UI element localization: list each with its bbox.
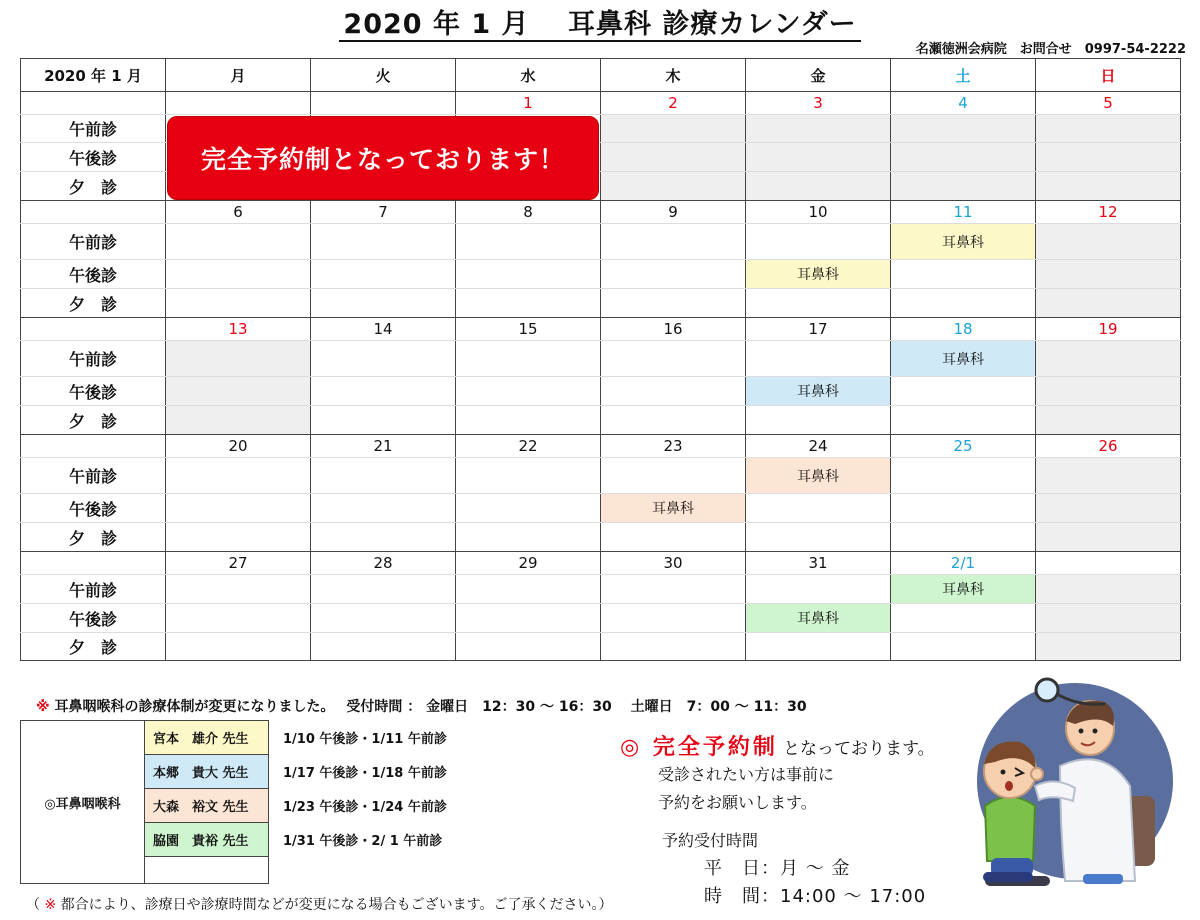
date-cell: 5 bbox=[1036, 92, 1181, 115]
date-cell: 1 bbox=[456, 92, 601, 115]
date-cell: 13 bbox=[166, 318, 311, 341]
week-5-pm bbox=[21, 604, 1181, 633]
date-cell: 15 bbox=[456, 318, 601, 341]
week-2-ev bbox=[21, 289, 1181, 318]
child-ear bbox=[1031, 768, 1043, 780]
footer-text: 都合により、診療日や診療時間などが変更になる場合もございます。ご了承ください。） bbox=[60, 897, 613, 913]
slot-label-evening: 夕 診 bbox=[21, 406, 166, 435]
week-2-pm bbox=[21, 260, 1181, 289]
weekday-fri: 金 bbox=[746, 59, 891, 92]
ent-session-cell: 耳鼻科 bbox=[746, 458, 891, 494]
slot-label-am: 午前診 bbox=[21, 115, 166, 143]
date-cell: 10 bbox=[746, 201, 891, 224]
date-cell: 17 bbox=[746, 318, 891, 341]
week-5-am bbox=[21, 575, 1181, 604]
head-mirror bbox=[1036, 679, 1058, 701]
weekday-wed: 水 bbox=[456, 59, 601, 92]
slot-label-am: 午前診 bbox=[21, 341, 166, 377]
date-cell: 8 bbox=[456, 201, 601, 224]
date-cell: 12 bbox=[1036, 201, 1181, 224]
reservation-hours-title: 予約受付時間 bbox=[662, 831, 759, 850]
week-2-am bbox=[21, 224, 1181, 260]
ent-session-cell: 耳鼻科 bbox=[891, 341, 1036, 377]
slot-label-am: 午前診 bbox=[21, 224, 166, 260]
reservation-only-tail: となっております。 bbox=[782, 739, 935, 759]
doctor-schedule: 1/23 午後診・1/24 午前診 bbox=[283, 800, 447, 815]
doctor-name: 脇園 貴裕 先生 bbox=[145, 823, 269, 857]
doctor-schedule-table bbox=[20, 720, 599, 884]
date-cell bbox=[166, 92, 311, 115]
date-cell: 20 bbox=[166, 435, 311, 458]
slot-label-evening: 夕 診 bbox=[21, 172, 166, 201]
week-1-dates bbox=[21, 92, 1181, 115]
hospital-contact: 名瀬徳洲会病院 お問合せ 0997-54-2222 bbox=[915, 42, 1186, 57]
week-3-am bbox=[21, 341, 1181, 377]
date-cell: 23 bbox=[601, 435, 746, 458]
slot-label-evening: 夕 診 bbox=[21, 523, 166, 552]
date-cell bbox=[311, 92, 456, 115]
date-cell: 30 bbox=[601, 552, 746, 575]
slot-label-evening: 夕 診 bbox=[21, 633, 166, 661]
week-3-ev bbox=[21, 406, 1181, 435]
ent-session-cell: 耳鼻科 bbox=[891, 575, 1036, 604]
week-4-ev bbox=[21, 523, 1181, 552]
reservation-hours-days: 平 日：月 ～ 金 bbox=[704, 858, 851, 879]
date-cell: 28 bbox=[311, 552, 456, 575]
footer-mark: ※ bbox=[44, 897, 57, 913]
page-title: 2020 年 1 月 耳鼻科 診療カレンダー bbox=[0, 2, 1200, 41]
department-label: ◎耳鼻咽喉科 bbox=[21, 721, 145, 884]
reservation-info bbox=[620, 730, 935, 911]
date-cell: 4 bbox=[891, 92, 1036, 115]
week-5-dates bbox=[21, 552, 1181, 575]
doctor-coat bbox=[1060, 759, 1135, 881]
notice-text: 耳鼻咽喉科の診療体制が変更になりました。 受付時間 ： 金曜日 12：30 ～ 16：30 土曜日 7：00 ～ 11：30 bbox=[54, 699, 807, 715]
doctor-schedule: 1/10 午後診・1/11 午前診 bbox=[283, 732, 447, 747]
schedule-change-notice bbox=[36, 696, 807, 716]
date-cell: 7 bbox=[311, 201, 456, 224]
weekday-tue: 火 bbox=[311, 59, 456, 92]
date-cell: 22 bbox=[456, 435, 601, 458]
date-cell: 16 bbox=[601, 318, 746, 341]
date-cell: 21 bbox=[311, 435, 456, 458]
slot-label-pm: 午後診 bbox=[21, 494, 166, 523]
week-5-ev bbox=[21, 633, 1181, 661]
slot-label-am: 午前診 bbox=[21, 575, 166, 604]
slot-label-am: 午前診 bbox=[21, 458, 166, 494]
doctor-examining-child-illustration bbox=[965, 676, 1180, 901]
date-cell: 26 bbox=[1036, 435, 1181, 458]
doctor-schedule: 1/17 午後診・1/18 午前診 bbox=[283, 766, 447, 781]
reservation-note-line: 受診されたい方は事前に bbox=[658, 765, 835, 784]
ent-session-cell: 耳鼻科 bbox=[746, 260, 891, 289]
week-3-pm bbox=[21, 377, 1181, 406]
date-cell: 9 bbox=[601, 201, 746, 224]
doctor-name: 宮本 雄介 先生 bbox=[145, 721, 269, 755]
reservation-only-heading: ◎ 完全予約制 bbox=[620, 735, 778, 760]
week-4-dates bbox=[21, 435, 1181, 458]
doctor-name: 本郷 貴大 先生 bbox=[145, 755, 269, 789]
notice-mark: ※ bbox=[36, 699, 50, 715]
date-cell: 18 bbox=[891, 318, 1036, 341]
doctor-name: 大森 裕文 先生 bbox=[145, 789, 269, 823]
ent-session-cell: 耳鼻科 bbox=[601, 494, 746, 523]
date-cell: 24 bbox=[746, 435, 891, 458]
doctor-row bbox=[21, 721, 599, 755]
date-cell: 6 bbox=[166, 201, 311, 224]
child-shoes bbox=[983, 872, 1033, 882]
date-cell: 29 bbox=[456, 552, 601, 575]
ent-session-cell: 耳鼻科 bbox=[746, 604, 891, 633]
calendar-corner: 2020 年 1 月 bbox=[21, 59, 166, 92]
date-cell: 25 bbox=[891, 435, 1036, 458]
footer-disclaimer: （ ※ 都合により、診療日や診療時間などが変更になる場合もございます。ご了承ください。） bbox=[26, 897, 613, 913]
week-2-dates bbox=[21, 201, 1181, 224]
weekday-sat: 土 bbox=[891, 59, 1036, 92]
doctor-shoes bbox=[1083, 874, 1123, 884]
date-cell: 31 bbox=[746, 552, 891, 575]
weekday-mon: 月 bbox=[166, 59, 311, 92]
week-3-dates bbox=[21, 318, 1181, 341]
doctor-schedule: 1/31 午後診・2/ 1 午前診 bbox=[283, 834, 443, 849]
child-shirt bbox=[985, 797, 1035, 861]
date-cell bbox=[1036, 552, 1181, 575]
date-cell: 27 bbox=[166, 552, 311, 575]
date-cell: 3 bbox=[746, 92, 891, 115]
slot-label-pm: 午後診 bbox=[21, 604, 166, 633]
date-cell: 2 bbox=[601, 92, 746, 115]
weekday-thu: 木 bbox=[601, 59, 746, 92]
weekday-sun: 日 bbox=[1036, 59, 1181, 92]
reservation-only-banner: 完全予約制となっております！ bbox=[167, 116, 599, 200]
date-cell: 19 bbox=[1036, 318, 1181, 341]
slot-label-pm: 午後診 bbox=[21, 260, 166, 289]
date-cell: 14 bbox=[311, 318, 456, 341]
slot-label-evening: 夕 診 bbox=[21, 289, 166, 318]
date-cell: 11 bbox=[891, 201, 1036, 224]
doctor-arm bbox=[1035, 781, 1075, 801]
week-4-am bbox=[21, 458, 1181, 494]
weekday-header-row bbox=[21, 59, 1181, 92]
week-4-pm bbox=[21, 494, 1181, 523]
ent-session-cell: 耳鼻科 bbox=[746, 377, 891, 406]
ent-session-cell: 耳鼻科 bbox=[891, 224, 1036, 260]
reservation-hours-time: 時 間：14:00 ～ 17:00 bbox=[704, 886, 927, 907]
slot-label-pm: 午後診 bbox=[21, 143, 166, 172]
date-cell: 2/1 bbox=[891, 552, 1036, 575]
slot-label-pm: 午後診 bbox=[21, 377, 166, 406]
reservation-note-line: 予約をお願いします。 bbox=[658, 793, 817, 812]
